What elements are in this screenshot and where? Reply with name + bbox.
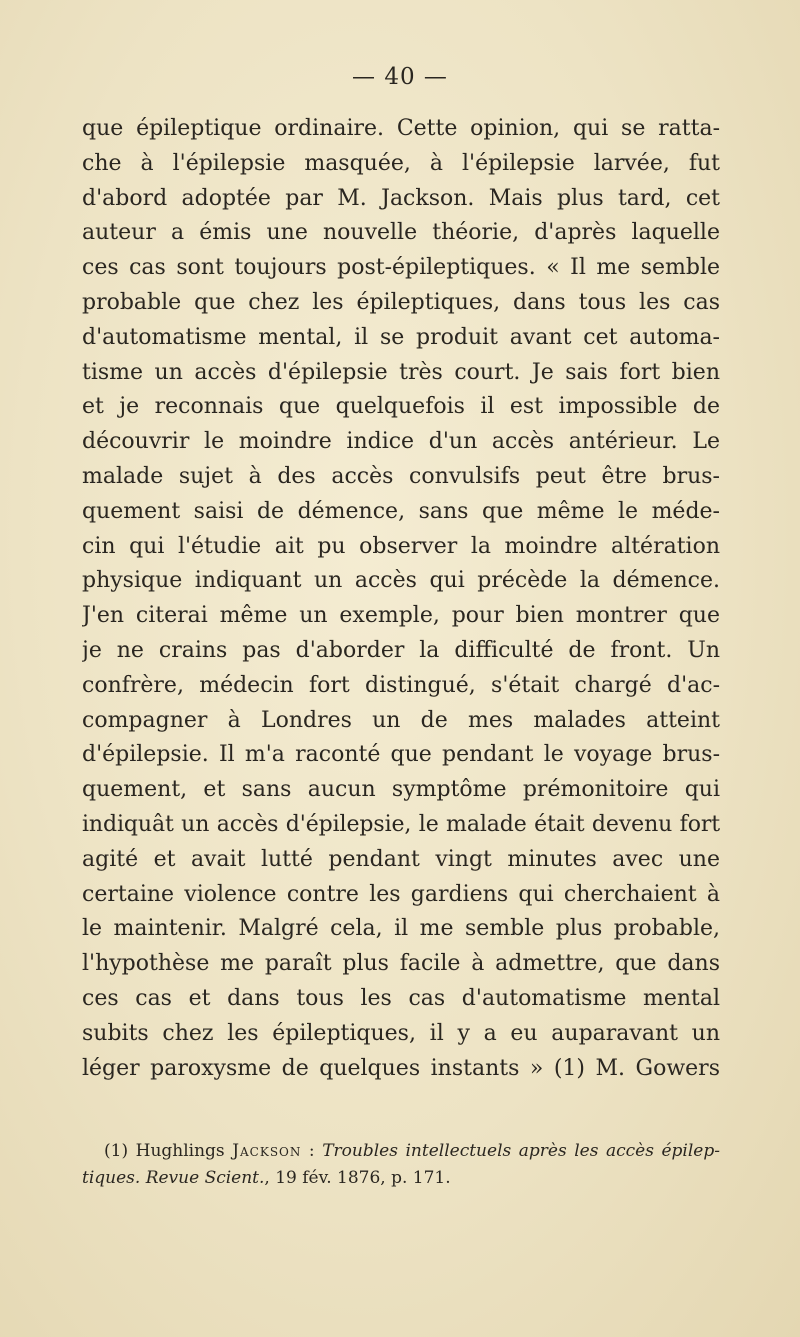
text-line: subits chez les épileptiques, il y a eu auparavant un bbox=[82, 1020, 720, 1046]
text-line: je ne crains pas d'aborder la difficulté de front. Un bbox=[82, 637, 720, 663]
text-line: que épileptique ordinaire. Cette opinion, qui se ratta- bbox=[82, 116, 720, 141]
text-line: probable que chez les épileptiques, dans tous les cas bbox=[82, 289, 720, 315]
text-line: auteur a émis une nouvelle théorie, d'après laquelle bbox=[82, 220, 720, 246]
text-line: découvrir le moindre indice d'un accès antérieur. Le bbox=[82, 429, 720, 455]
footnote-line bbox=[82, 1138, 720, 1165]
text-line: le maintenir. Malgré cela, il me semble plus probable, bbox=[82, 916, 720, 942]
text-line: léger paroxysme de quelques instants » (1) M. Gowers bbox=[82, 1055, 720, 1081]
text-line: J'en citerai même un exemple, pour bien montrer que bbox=[82, 603, 720, 629]
footnote-author: Jackson bbox=[232, 1141, 302, 1161]
footnote-separator: : bbox=[301, 1141, 323, 1161]
text-line: compagner à Londres un de mes malades atteint bbox=[82, 707, 720, 733]
text-line: che à l'épilepsie masquée, à l'épilepsie larvée, fut bbox=[82, 150, 720, 176]
text-line: l'hypothèse me paraît plus facile à admettre, que dans bbox=[82, 951, 720, 977]
text-line: quement, et sans aucun symptôme prémonitoire qui bbox=[82, 777, 720, 803]
text-line: confrère, médecin fort distingué, s'était chargé d'ac- bbox=[82, 672, 720, 698]
text-line: d'épilepsie. Il m'a raconté que pendant le voyage brus- bbox=[82, 742, 720, 768]
footnote-title-continued: tiques. Revue Scient. bbox=[82, 1168, 265, 1188]
text-line: ces cas et dans tous les cas d'automatisme mental bbox=[82, 985, 720, 1011]
text-line: malade sujet à des accès convulsifs peut être brus- bbox=[82, 463, 720, 489]
text-line: quement saisi de démence, sans que même le méde- bbox=[82, 498, 720, 524]
footnote bbox=[82, 1138, 720, 1192]
text-line: d'automatisme mental, il se produit avant cet automa- bbox=[82, 324, 720, 350]
text-line: physique indiquant un accès qui précède la démence. bbox=[82, 568, 720, 594]
text-line: indiquât un accès d'épilepsie, le malade était devenu fort bbox=[82, 811, 720, 837]
text-line: ces cas sont toujours post-épileptiques. « Il me semble bbox=[82, 255, 720, 281]
footnote-marker: (1) Hughlings bbox=[104, 1141, 233, 1161]
text-line: d'abord adoptée par M. Jackson. Mais plus tard, cet bbox=[82, 185, 720, 211]
page-number: — 40 — bbox=[352, 64, 448, 90]
text-line: certaine violence contre les gardiens qui cherchaient à bbox=[82, 881, 720, 907]
text-line: tisme un accès d'épilepsie très court. Je sais fort bien bbox=[82, 359, 720, 385]
text-line: cin qui l'étudie ait pu observer la moindre altération bbox=[82, 533, 720, 559]
text-line: agité et avait lutté pendant vingt minutes avec une bbox=[82, 846, 720, 872]
body-text bbox=[82, 112, 720, 1086]
footnote-line bbox=[82, 1165, 720, 1192]
footnote-citation: , 19 fév. 1876, p. 171. bbox=[264, 1168, 451, 1188]
text-line: et je reconnais que quelquefois il est impossible de bbox=[82, 394, 720, 420]
footnote-title: Troubles intellectuels après les accès épilep- bbox=[322, 1141, 720, 1161]
